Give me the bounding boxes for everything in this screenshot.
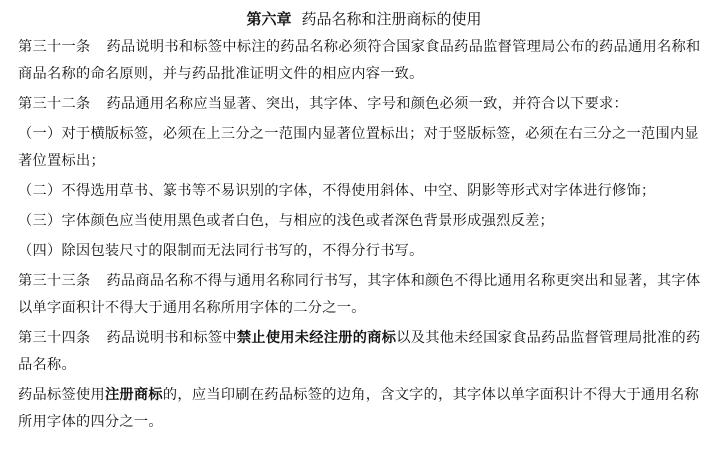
requirement-text: （四）除因包装尺寸的限制而无法同行书写的，不得分行书写。 [18,243,424,259]
requirement-4 [18,238,710,265]
article-number: 第三十一条 [18,39,91,55]
paragraph-text: 的，应当印刷在药品标签的边角，含文字的，其字体以单字面积计不得大于通用名称所用字体的四分之一。 [18,387,699,430]
article-text: 药品说明书和标签中 [106,330,237,346]
article-text: 以及其他未经国家食品药品监督管理局批准的药品名称。 [18,330,701,373]
article-31 [18,34,710,88]
paragraph-text: 药品标签使用 [18,387,105,403]
requirement-text: （三）字体颜色应当使用黑色或者白色，与相应的浅色或者深色背景形成强烈反差； [18,213,555,229]
chapter-name: 药品名称和注册商标的使用 [301,10,482,28]
requirement-text: （一）对于横版标签，必须在上三分之一范围内显著位置标出；对于竖版标签，必须在右三分之一范围内显著位置标出； [18,126,699,169]
emphasis-text: 注册商标 [104,387,163,403]
article-number: 第三十二条 [18,96,91,112]
article-text: 药品通用名称应当显著、突出，其字体、字号和颜色必须一致，并符合以下要求： [106,96,629,112]
article-number: 第三十四条 [18,330,91,346]
requirement-2 [18,178,710,205]
emphasis-text: 禁止使用未经注册的商标 [236,330,397,346]
article-33 [18,268,710,322]
chapter-title [18,6,710,32]
article-text: 药品说明书和标签中标注的药品名称必须符合国家食品药品监督管理局公布的药品通用名称和商品名称的命名原则，并与药品批准证明文件的相应内容一致。 [18,39,701,82]
article-text: 药品商品名称不得与通用名称同行书写，其字体和颜色不得比通用名称更突出和显著，其字体以单字面积计不得大于通用名称所用字体的二分之一。 [18,273,701,316]
requirement-1 [18,121,710,175]
article-32 [18,91,710,118]
requirement-3 [18,208,710,235]
article-number: 第三十三条 [18,273,91,289]
chapter-number: 第六章 [246,10,292,28]
article-34 [18,325,710,379]
requirement-text: （二）不得选用草书、篆书等不易识别的字体，不得使用斜体、中空、阴影等形式对字体进行修饰； [18,183,656,199]
trademark-paragraph [18,382,710,436]
